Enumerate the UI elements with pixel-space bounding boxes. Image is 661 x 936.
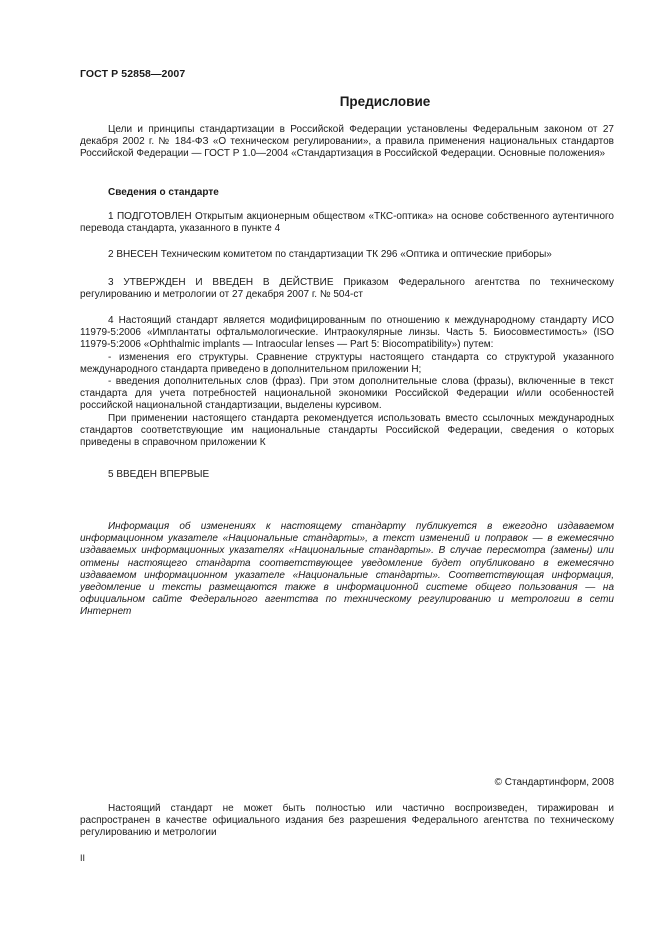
reproduction-notice: Настоящий стандарт не может быть полностью или частично воспроизведен, тиражирован и распространен в качестве официального издания без разрешения Федерального агентства по техническому регулированию и метрологии xyxy=(80,803,614,839)
info-notice: Информация об изменениях к настоящему стандарту публикуется в ежегодно издаваемом информационном указателе «Национальные стандарты», а текст изменений и поправок — в ежемесячно издаваемых информационных указателях «Национальные стандарты». В случае пересмотра (замены) или отмены настоящего стандарта соответствующее уведомление будет опубликовано в ежемесячно издаваемом информационном указателе «Национальные стандарты». Соответствующая информация, уведомление и тексты размещаются также в информационной системе общего пользования — на официальном сайте Федерального агентства по техническому регулированию и метрологии в сети Интернет xyxy=(80,521,614,618)
item-3-block xyxy=(80,277,614,301)
section-heading-block xyxy=(80,187,614,199)
item-4-dash-2: - введения дополнительных слов (фраз). При этом дополнительные слова (фразы), включенные в текст стандарта для учета потребностей национальной экономики Российской Федерации и/или особенностей российской национальной стандартизации, выделены курсивом. xyxy=(80,376,614,412)
section-heading: Сведения о стандарте xyxy=(108,187,219,198)
item-3: 3 УТВЕРЖДЕН И ВВЕДЕН В ДЕЙСТВИЕ Приказом Федерального агентства по техническому регулированию и метрологии от 27 декабря 2007 г. № 504-ст xyxy=(80,277,614,301)
item-4: 4 Настоящий стандарт является модифицированным по отношению к международному стандарту ИСО 11979-5:2006 «Имплантаты офтальмологические. Интраокулярные линзы. Часть 5. Биосовместимость» (ISO 11979-5:2006 «Ophthalmic implants — Intraocular lenses — Part 5: Biocompatibility») путем: xyxy=(80,315,614,351)
item-4-dash-1: - изменения его структуры. Сравнение структуры настоящего стандарта со структурой указанного международного стандарта приведено в дополнительном приложении Н; xyxy=(80,351,614,375)
item-2: 2 ВНЕСЕН Техническим комитетом по стандартизации ТК 296 «Оптика и оптические приборы» xyxy=(108,249,552,260)
intro-paragraph: Цели и принципы стандартизации в Российской Федерации установлены Федеральным законом от 27 декабря 2002 г. № 184-ФЗ «О техническом регулировании», а правила применения национальных стандартов Российской Федерации — ГОСТ Р 1.0—2004 «Стандартизация в Российской Федерации. Основные положения» xyxy=(80,124,614,160)
item-2-block xyxy=(80,249,614,261)
item-1-block xyxy=(80,211,614,235)
item-4-block xyxy=(80,315,614,449)
item-4-note: При применении настоящего стандарта рекомендуется использовать вместо ссылочных международных стандартов соответствующие им национальные стандарты Российской Федерации, сведения о которых приведены в справочном приложении К xyxy=(80,412,614,449)
standard-code: ГОСТ Р 52858—2007 xyxy=(80,68,186,80)
reproduction-notice-block xyxy=(80,803,614,840)
page-number: II xyxy=(80,853,86,863)
item-1: 1 ПОДГОТОВЛЕН Открытым акционерным обществом «ТКС-оптика» на основе собственного аутентичного перевода стандарта, указанного в пункте 4 xyxy=(80,211,614,235)
copyright-line: © Стандартинформ, 2008 xyxy=(494,777,614,788)
item-5-block xyxy=(80,469,614,481)
intro-section xyxy=(80,124,614,161)
item-5: 5 ВВЕДЕН ВПЕРВЫЕ xyxy=(108,469,210,480)
page-title: Предисловие xyxy=(339,94,431,109)
info-notice-block xyxy=(80,521,614,619)
